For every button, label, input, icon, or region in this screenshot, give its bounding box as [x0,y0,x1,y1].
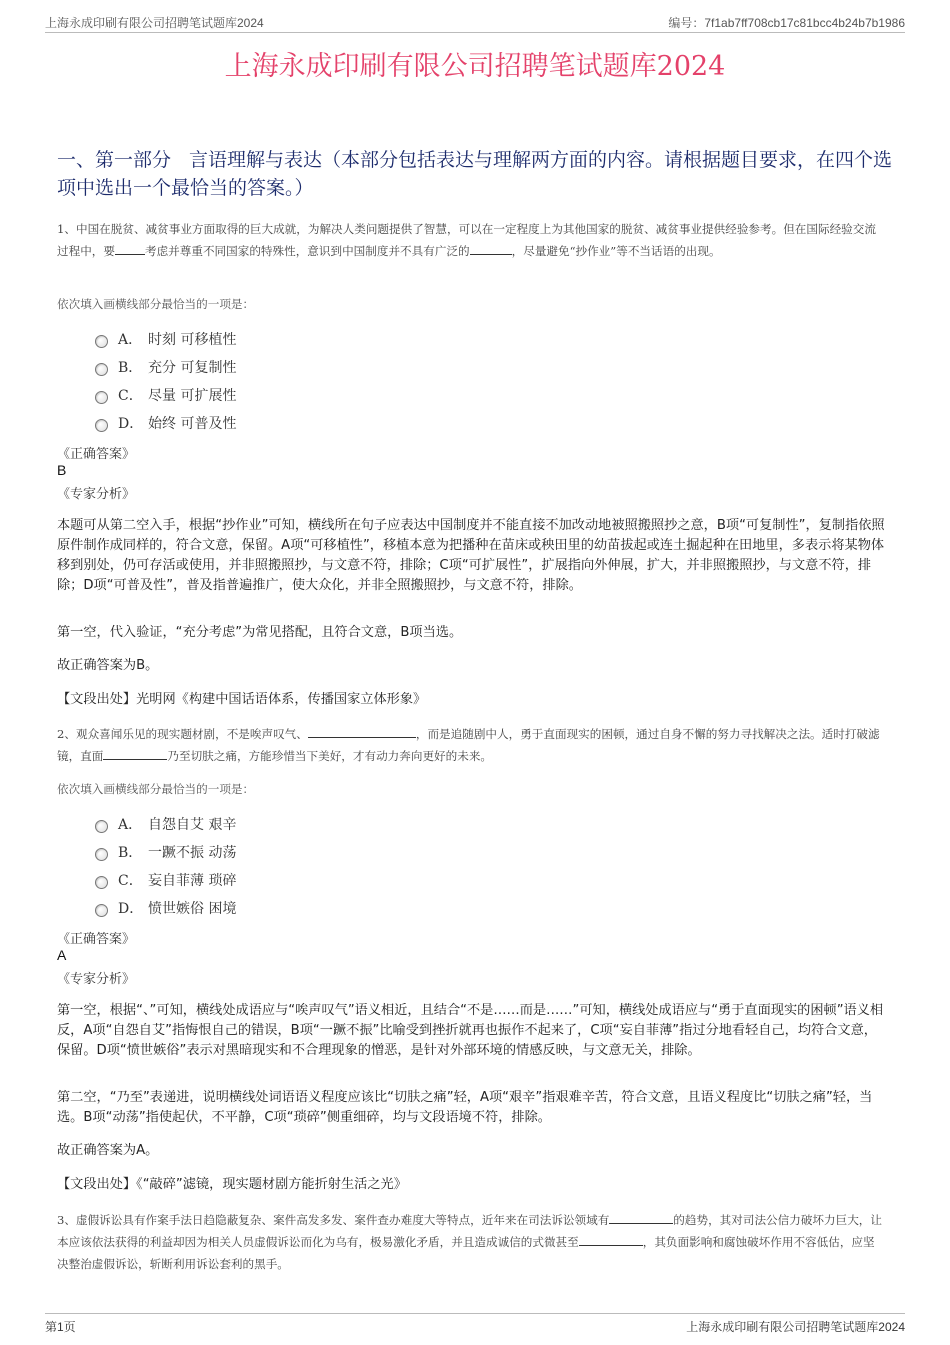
q2-option-d[interactable] [95,894,236,922]
option-text: 自怨自艾 艰辛 [148,817,237,833]
page-header [45,14,905,33]
q2-analysis-label: 《专家分析》 [57,972,136,987]
question-1-text [57,218,885,262]
q1-option-b[interactable] [95,353,236,381]
q1-text-a: 1、中国在脱贫、减贫事业方面取得的巨大成就，为解决人类问题提供了智慧，可以在一定程度上为其他国家的脱贫、减贫事业提供经验参考。但在国际经验交流过程中，要 [57,222,876,258]
q3-text-c: ，其负面影响和腐蚀破坏作用不容低估，应坚决整治虚假诉讼，斩断利用诉讼套利的黑手。 [57,1235,875,1271]
q1-text-c: ，尽量避免“抄作业”等不当话语的出现。 [511,244,721,258]
q2-options [95,810,236,922]
option-letter: D． [118,901,144,917]
question-3-text [57,1209,885,1275]
q2-source: 【文段出处】《“敲碎”滤镜，现实题材剧方能折射生活之光》 [57,1177,407,1192]
header-code-value: 7f1ab7ff708cb17c81bcc4b24b7b1986 [704,16,905,30]
q2-analysis-1: 第一空，根据“、”可知，横线处成语应与“唉声叹气”语义相近，且结合“不是……而是……”可知，横线处成语应与“勇于直面现实的困顿”语义相反，A项“自怨自艾”指悔恨自己的错误，B项“一蹶不振”比喻受到挫折就再也振作不起来了，C项“妄自菲薄”指过分地看轻自己，均符合文意，保留。D项“愤世嫉俗”表示对黑暗现实和不合理现象的憎恶，是针对外部环境的情感反映，与文意无关，排除。 [57,1003,884,1058]
radio-icon[interactable] [95,419,108,432]
page-number: 第1页 [45,1320,76,1334]
q1-source: 【文段出处】光明网《构建中国话语体系，传播国家立体形象》 [57,692,427,707]
header-doc-code [668,14,905,31]
q2-option-c[interactable] [95,866,236,894]
q1-option-a[interactable] [95,325,236,353]
radio-icon[interactable] [95,876,108,889]
option-letter: B． [118,360,143,376]
option-text: 愤世嫉俗 困境 [148,901,237,917]
q2-analysis-3: 故正确答案为A。 [57,1143,159,1158]
page-title: 上海永成印刷有限公司招聘笔试题库2024 [224,51,726,82]
option-text: 充分 可复制性 [148,360,237,376]
q1-answer: B [57,462,67,478]
footer-doc-title: 上海永成印刷有限公司招聘笔试题库2024 [686,1320,905,1334]
option-letter: B． [118,845,143,861]
q2-text-b: ，而是追随剧中人，勇于直面现实的困顿，通过自身不懈的努力寻找解决之法。适时打破滤镜，直面 [57,727,880,763]
q2-text-c: 乃至切肤之痛，方能珍惜当下美好，才有动力奔向更好的未来。 [167,749,493,763]
q2-analysis-2: 第二空，“乃至”表递进，说明横线处词语语义程度应该比“切肤之痛”轻，A项“艰辛”指艰难辛苦，符合文意，且语义程度比“切肤之痛”轻，当选。B项“动荡”指使起伏，不平静，C项“琐碎”侧重细碎，均与文段语境不符，排除。 [57,1090,873,1125]
section-part: 一、第一部分 [57,149,172,171]
blank [103,749,167,760]
option-text: 尽量 可扩展性 [148,388,237,404]
option-text: 妄自菲薄 琐碎 [148,873,237,889]
blank [470,244,512,255]
option-letter: C． [118,388,143,404]
blank [115,244,145,255]
q1-analysis-1: 本题可从第二空入手，根据“抄作业”可知，横线所在句子应表达中国制度并不能直接不加改动地被照搬照抄之意，B项“可复制性”，复制指依照原件制作成同样的，符合文意，保留。A项“可移植性”，移植本意为把播种在苗床或秧田里的幼苗拔起或连土掘起种在田地里，多表示将某物体移到别处，仍可存活或使用，并非照搬照抄，与文意不符，排除；C项“可扩展性”，扩展指向外伸展，扩大，并非照搬照抄，与文意不符，排除；D项“可普及性”，普及指普遍推广，使大众化，并非全照搬照抄，与文意不符，排除。 [57,518,885,593]
q2-option-a[interactable] [95,810,236,838]
q1-fill-prompt: 依次填入画横线部分最恰当的一项是： [57,297,255,311]
radio-icon[interactable] [95,363,108,376]
blank [579,1235,643,1246]
q1-correct-label: 《正确答案》 [57,447,136,462]
q1-analysis-3: 故正确答案为B。 [57,658,159,673]
radio-icon[interactable] [95,904,108,917]
header-doc-title: 上海永成印刷有限公司招聘笔试题库2024 [45,16,264,30]
q2-option-b[interactable] [95,838,236,866]
blank [308,727,416,738]
option-text: 始终 可普及性 [148,416,237,432]
q1-analysis-2: 第一空，代入验证，“充分考虑”为常见搭配，且符合文意，B项当选。 [57,625,463,640]
q2-correct-label: 《正确答案》 [57,932,136,947]
q2-answer: A [57,947,67,963]
option-letter: C． [118,873,143,889]
section-text: 言语理解与表达（本部分包括表达与理解两方面的内容。请根据题目要求，在四个选项中选出一个最恰当的答案。） [57,149,893,199]
blank [609,1213,673,1224]
option-letter: D． [118,416,144,432]
radio-icon[interactable] [95,335,108,348]
q2-fill-prompt: 依次填入画横线部分最恰当的一项是： [57,782,255,796]
radio-icon[interactable] [95,391,108,404]
q1-analysis-label: 《专家分析》 [57,487,136,502]
q1-option-c[interactable] [95,381,236,409]
q2-text-a: 2、观众喜闻乐见的现实题材剧，不是唉声叹气、 [57,727,308,741]
option-letter: A． [118,817,143,833]
option-text: 一蹶不振 动荡 [148,845,237,861]
header-code-label: 编号： [668,16,705,30]
option-text: 时刻 可移植性 [148,332,237,348]
q1-options [95,325,236,437]
q3-text-a: 3、虚假诉讼具有作案手法日趋隐蔽复杂、案件高发多发、案件查办难度大等特点，近年来在司法诉讼领域有 [57,1213,610,1227]
option-letter: A． [118,332,143,348]
page-footer [45,1313,905,1334]
radio-icon[interactable] [95,820,108,833]
q3-text-b: 的趋势，其对司法公信力破坏力巨大，让本应该依法获得的利益却因为相关人员虚假诉讼而化为乌有，极易激化矛盾，并且造成诚信的式微甚至 [57,1213,882,1249]
radio-icon[interactable] [95,848,108,861]
q1-option-d[interactable] [95,409,236,437]
q1-text-b: 考虑并尊重不同国家的特殊性，意识到中国制度并不具有广泛的 [144,244,470,258]
section-heading [57,146,893,202]
question-2-text [57,723,885,767]
